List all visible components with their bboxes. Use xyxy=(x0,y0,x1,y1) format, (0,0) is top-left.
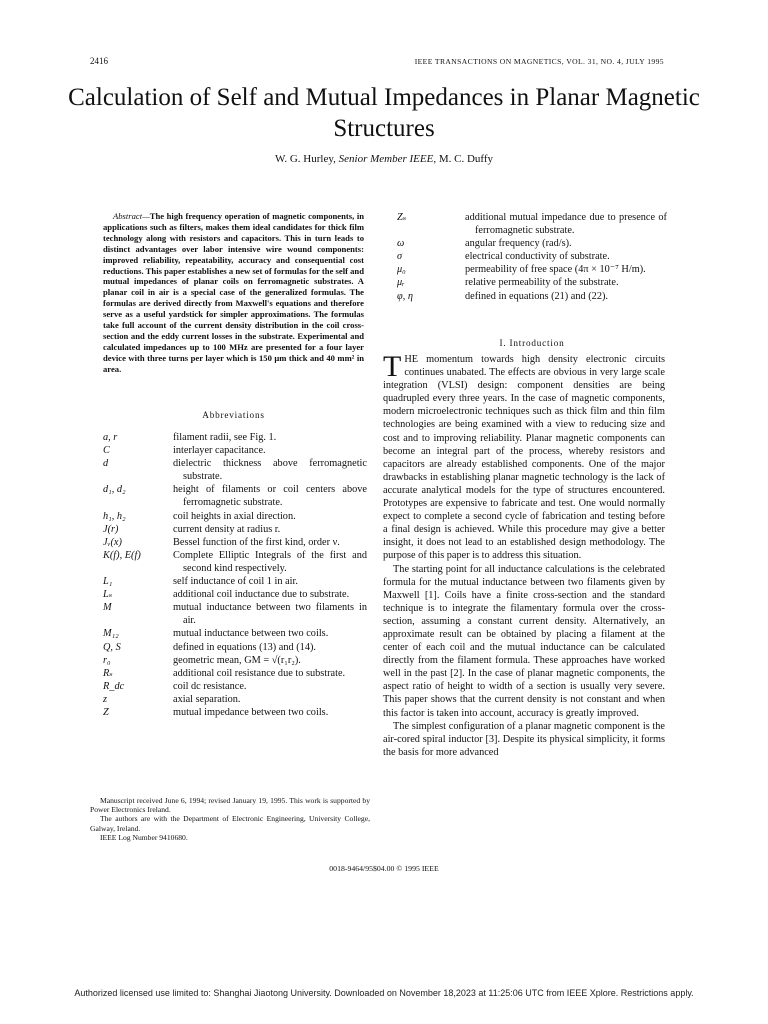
abbreviation-symbol: Lₛ xyxy=(103,589,113,601)
running-head: IEEE TRANSACTIONS ON MAGNETICS, VOL. 31, NO. 4, JULY 1995 xyxy=(414,57,664,66)
nomenclature-symbol: μ₀ xyxy=(397,264,406,276)
abbreviation-symbol: K(f), E(f) xyxy=(103,549,141,561)
abbreviation-symbol: Z xyxy=(103,706,109,718)
abstract-text: The high frequency operation of magnetic components, in applications such as filters, makes them ideal candidates for thick film technology along with resistors and capacitors. This in turn leads to distinct advantages over labor intensive wire wound components: improved reliability, repeatability, accuracy and consequential cost reductions. This paper establishes a new set of formulas for the self and mutual impedances of planar coils on ferromagnetic substrates. A planar coil in air is a special case of the generalized formulas. The formulas are derived directly from Maxwell's equations and therefore serve as a useful yardstick for simpler approximations. The formulas take full account of the current density distribution in the coil cross-section and the eddy current losses in the substrate. Experimental and calculated impedances up to 100 MHz are presented for a four layer device with three turns per layer which is 150 μm thick and 40 mm² in area. xyxy=(103,211,364,374)
abbreviation-definition: mutual inductance between two filaments in air. xyxy=(173,602,367,627)
nomenclature-row xyxy=(397,237,667,250)
abbreviation-row xyxy=(103,588,367,601)
abbreviation-row xyxy=(103,601,367,627)
drop-cap: T xyxy=(383,350,402,383)
abbreviation-definition: Complete Elliptic Integrals of the first and second kind respectively. xyxy=(173,549,367,574)
authorized-use-notice: Authorized licensed use limited to: Shanghai Jiaotong University. Downloaded on November 18,2023 at 11:25:06 UTC from IEEE Xplore. Restrictions apply. xyxy=(74,988,694,998)
intro-paragraph-1 xyxy=(383,350,665,563)
nomenclature-definition: additional mutual impedance due to presence of ferromagnetic substrate. xyxy=(465,212,667,237)
abbreviation-symbol: J(r) xyxy=(103,523,119,535)
nomenclature-definition: permeability of free space (4π × 10⁻⁷ H/m). xyxy=(465,264,646,276)
abbreviation-row xyxy=(103,510,367,523)
nomenclature-row xyxy=(397,290,667,303)
abbreviation-row xyxy=(103,693,367,706)
nomenclature-row xyxy=(397,276,667,289)
footnote xyxy=(90,796,370,842)
abbreviation-definition: coil heights in axial direction. xyxy=(173,510,296,522)
introduction-heading: I. Introduction xyxy=(499,338,565,348)
abbreviation-definition: interlayer capacitance. xyxy=(173,445,266,457)
abbreviation-symbol: C xyxy=(103,445,110,457)
nomenclature-symbol: Zₛ xyxy=(397,212,407,223)
abbreviation-row xyxy=(103,627,367,640)
abbreviation-symbol: a, r xyxy=(103,432,118,443)
abbreviations-heading: Abbreviations xyxy=(202,410,265,420)
abbreviation-definition: additional coil inductance due to substrate. xyxy=(173,589,350,601)
abbreviation-definition: Bessel function of the first kind, order ν. xyxy=(173,536,340,548)
abbreviation-symbol: r₀ xyxy=(103,654,111,666)
abbreviation-definition: self inductance of coil 1 in air. xyxy=(173,576,298,588)
abbreviation-row xyxy=(103,575,367,588)
footnote-authors: The authors are with the Department of Electronic Engineering, University College, Galway, Ireland. xyxy=(90,814,370,833)
abbreviation-definition: filament radii, see Fig. 1. xyxy=(173,432,277,443)
abbreviation-definition: additional coil resistance due to substrate. xyxy=(173,667,346,679)
author-2: M. C. Duffy xyxy=(438,153,494,165)
abbreviation-definition: geometric mean, GM = √(r₁r₂). xyxy=(173,654,301,666)
intro-paragraph-2: The starting point for all inductance calculations is the celebrated formula for the mutual inductance between two filaments given by Maxwell [1]. Coils have a finite cross-section and the standard technique is to integrate the filamentary formula over the cross-section, assuming a constant current density. Alternatively, an approximate result can be obtained by placing a filament at the center of each coil and the mutual inductance can be calculated directly from the filament formula. These approaches have worked well in the past [2]. In the case of planar magnetic components, the aspect ratio of height to width of a section is usually very severe. This paper shows that the current density is not constant and when this factor is taken into account, accuracy is greatly improved. xyxy=(383,563,665,719)
abbreviation-row xyxy=(103,457,367,483)
abbreviation-definition: current density at radius r. xyxy=(173,523,281,535)
abstract-lead: Abstract— xyxy=(113,211,150,221)
footnote-manuscript: Manuscript received June 6, 1994; revised January 19, 1995. This work is supported by Power Electronics Ireland. xyxy=(90,796,370,815)
abstract xyxy=(103,211,364,375)
copyright-line: 0018-9464/95$04.00 © 1995 IEEE xyxy=(329,864,439,873)
abbreviation-symbol: Rₛ xyxy=(103,667,113,679)
abbreviations-list xyxy=(103,431,367,719)
abbreviation-symbol: d₁, d₂ xyxy=(103,484,126,496)
nomenclature-definition: electrical conductivity of substrate. xyxy=(465,251,610,263)
abbreviation-row xyxy=(103,523,367,536)
intro-paragraph-3: The simplest configuration of a planar magnetic component is the air-cored spiral inductor [3]. Despite its physical simplicity, it forms the basis for more advanced xyxy=(383,720,665,758)
abbreviation-symbol: Q, S xyxy=(103,641,121,653)
nomenclature-row xyxy=(397,263,667,276)
abbreviation-definition: coil dc resistance. xyxy=(173,680,247,692)
nomenclature-definition: angular frequency (rad/s). xyxy=(465,238,572,250)
paper-title: Calculation of Self and Mutual Impedances in Planar Magnetic Structures xyxy=(68,84,700,142)
nomenclature-definition: defined in equations (21) and (22). xyxy=(465,290,608,302)
abbreviation-definition: axial separation. xyxy=(173,693,241,705)
abbreviation-symbol: Jᵥ(x) xyxy=(103,536,122,548)
abbreviation-row xyxy=(103,444,367,457)
intro-paragraph-1-text: HE momentum towards high density electronic circuits continues unabated. The effects are obvious in very large scale integration (VLSI) design: component densities are being quadrupled every three years. In the case of magnetic components, modern microelectronic techniques such as thick film and thin film technologies are being examined with a view to reducing size and cost and to improving reliability. Planar magnetic components can become an integral part of the process, whereby resistors and capacitors are already established components. One of the major drawbacks in establishing planar magnetic technology is the lack of accurate analytical models for the type of structures encountered. Prototypes are expensive to fabricate and test. One would normally expect to complete a second cycle of fabrication and testing before a final design is achieved. While this procedure may give a better insight, it does not lead to an established design methodology. The purpose of this paper is to address this situation. xyxy=(383,354,665,562)
author-1-affiliation: Senior Member IEEE, xyxy=(338,153,437,165)
abbreviation-row xyxy=(103,654,367,667)
nomenclature-row xyxy=(397,250,667,263)
abbreviation-row xyxy=(103,431,367,444)
nomenclature-definition: relative permeability of the substrate. xyxy=(465,277,619,289)
abbreviation-symbol: R_dc xyxy=(103,680,125,692)
introduction-body xyxy=(383,350,665,759)
author-line xyxy=(60,153,708,165)
abbreviation-definition: mutual impedance between two coils. xyxy=(173,706,329,718)
nomenclature-symbol: σ xyxy=(397,251,403,263)
abbreviation-row xyxy=(103,536,367,549)
abbreviation-definition: height of filaments or coil centers above ferromagnetic substrate. xyxy=(173,484,367,509)
abbreviation-symbol: z xyxy=(103,693,108,705)
abbreviation-row xyxy=(103,680,367,693)
abbreviation-definition: dielectric thickness above ferromagnetic substrate. xyxy=(173,458,367,483)
nomenclature-continued xyxy=(397,211,667,303)
abbreviation-row xyxy=(103,641,367,654)
nomenclature-symbol: ω xyxy=(397,238,405,250)
author-1: W. G. Hurley, xyxy=(274,153,336,165)
abbreviation-row xyxy=(103,667,367,680)
abbreviation-symbol: h₁, h₂ xyxy=(103,510,126,522)
abbreviation-definition: defined in equations (13) and (14). xyxy=(173,641,316,653)
abbreviation-symbol: M₁₂ xyxy=(103,628,119,640)
page-number: 2416 xyxy=(90,56,108,66)
abbreviation-symbol: M xyxy=(103,602,112,614)
footnote-log: IEEE Log Number 9410680. xyxy=(100,832,188,842)
abbreviation-symbol: L₁ xyxy=(103,576,113,588)
nomenclature-symbol: μᵣ xyxy=(397,277,405,289)
abbreviation-definition: mutual inductance between two coils. xyxy=(173,628,329,640)
abbreviation-symbol: d xyxy=(103,458,109,470)
abbreviation-row xyxy=(103,549,367,575)
abbreviation-row xyxy=(103,483,367,509)
nomenclature-row xyxy=(397,211,667,237)
nomenclature-symbol: φ, η xyxy=(397,290,413,302)
abbreviation-row xyxy=(103,706,367,719)
